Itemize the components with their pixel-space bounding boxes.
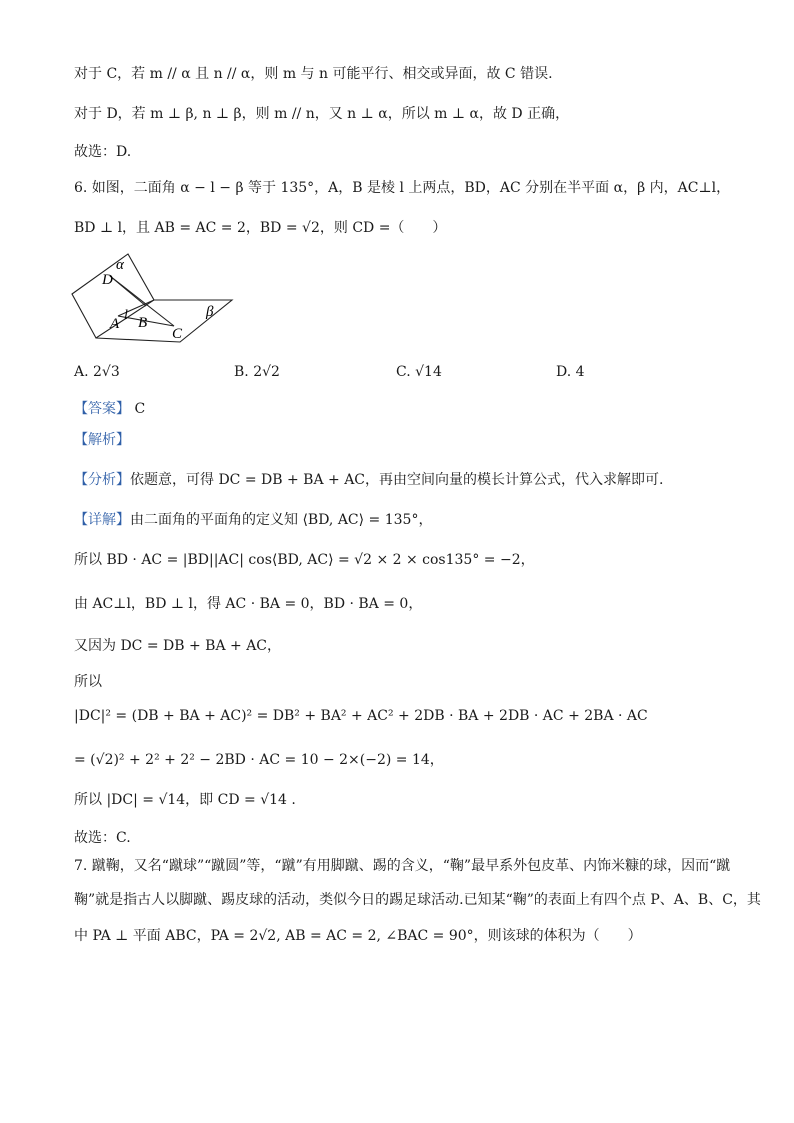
analysis-label	[74, 430, 130, 450]
detail-line-5: 所以	[74, 674, 102, 690]
dihedral-angle-figure	[66, 250, 246, 350]
detail-line-9: 故选：C.	[74, 830, 131, 846]
label-A: A	[110, 316, 120, 332]
fenxi-text: 依题意，可得 DC = DB + BA + AC，再由空间向量的模长计算公式，代入求解即可.	[130, 472, 664, 488]
answer-value: C	[134, 401, 146, 417]
question-7-line-1: 7. 蹴鞠，又名“蹴球”“蹴圆”等，“蹴”有用脚蹴、踢的含义，“鞠”最早系外包皮革、内饰米糠的球，因而“蹴	[74, 858, 731, 874]
detail-line-8: 所以 |DC| = √14，即 CD = √14 .	[74, 792, 296, 808]
label-B: B	[138, 315, 148, 331]
label-alpha: α	[116, 257, 124, 273]
analysis-bracket: 【解析】	[74, 432, 130, 448]
text-line: 对于 C，若 m // α 且 n // α，则 m 与 n 可能平行、相交或异面，故 C 错误.	[74, 66, 553, 82]
detail-label: 【详解】	[74, 512, 130, 528]
label-D: D	[102, 272, 113, 288]
label-beta: β	[206, 304, 214, 320]
detail-line-1	[74, 510, 432, 530]
label-l: l	[124, 308, 128, 323]
text-line: 故选：D.	[74, 144, 132, 160]
detail-line-2: 所以 BD · AC = |BD||AC| cos⟨BD, AC⟩ = √2 × 2 × cos135° = −2，	[74, 552, 535, 568]
question-7-line-3: 中 PA ⊥ 平面 ABC，PA = 2√2, AB = AC = 2, ∠BAC = 90°，则该球的体积为（ ）	[74, 928, 642, 944]
fenxi-label: 【分析】	[74, 472, 130, 488]
answer-label: 【答案】	[74, 401, 130, 417]
question-6-stem: 6. 如图，二面角 α − l − β 等于 135°，A，B 是棱 l 上两点，BD，AC 分别在半平面 α，β 内，AC⊥l，	[74, 180, 731, 196]
detail-line-7: = (√2)² + 2² + 2² − 2BD · AC = 10 − 2×(−2) = 14，	[74, 752, 444, 768]
option-b: B. 2√2	[234, 364, 280, 380]
detail-line-4: 又因为 DC = DB + BA + AC，	[74, 638, 282, 654]
option-c: C. √14	[396, 364, 442, 380]
answer-line	[74, 399, 145, 419]
detail-line-3: 由 AC⊥l，BD ⊥ l，得 AC · BA = 0，BD · BA = 0，	[74, 596, 423, 612]
question-6-stem-cont: BD ⊥ l，且 AB = AC = 2，BD = √2，则 CD =（ ）	[74, 220, 447, 236]
label-C: C	[172, 326, 183, 342]
text-line: 对于 D，若 m ⊥ β, n ⊥ β，则 m // n，又 n ⊥ α，所以 m ⊥ α，故 D 正确，	[74, 106, 570, 122]
option-d: D. 4	[556, 364, 585, 380]
detail-text-1: 由二面角的平面角的定义知 ⟨BD, AC⟩ = 135°，	[130, 512, 433, 528]
detail-line-6: |DC|² = (DB + BA + AC)² = DB² + BA² + AC² + 2DB · BA + 2DB · AC + 2BA · AC	[74, 708, 648, 724]
question-7-line-2: 鞠”就是指古人以脚蹴、踢皮球的活动，类似今日的踢足球活动.已知某“鞠”的表面上有四个点 P、A、B、C，其	[74, 892, 761, 908]
fenxi-line	[74, 470, 663, 490]
option-a: A. 2√3	[74, 364, 120, 380]
